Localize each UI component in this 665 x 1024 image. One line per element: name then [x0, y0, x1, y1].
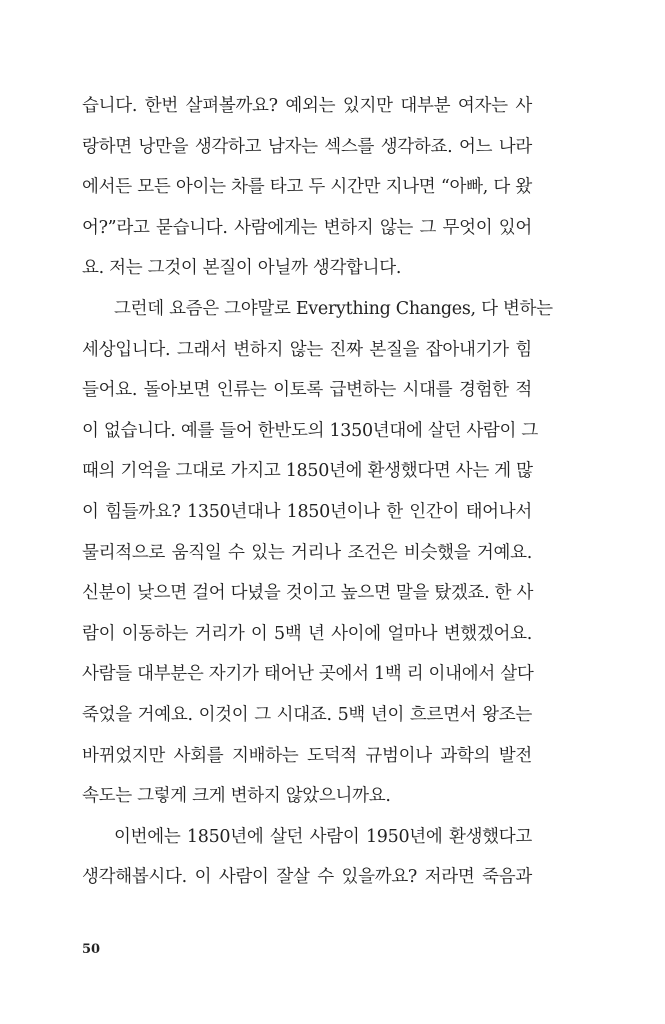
text-line: 죽었을 거예요. 이것이 그 시대죠. 5백 년이 흐르면서 왕조는 — [82, 704, 532, 725]
text-line: 생각해봅시다. 이 사람이 잘살 수 있을까요? 저라면 죽음과 — [82, 867, 532, 888]
text-line: 이 없습니다. 예를 들어 한반도의 1350년대에 살던 사람이 그 — [82, 420, 539, 441]
text-line: 바뀌었지만 사회를 지배하는 도덕적 규범이나 과학의 발전 — [82, 745, 532, 766]
text-line: 이 힘들까요? 1350년대나 1850년이나 한 인간이 태어나서 — [82, 501, 532, 522]
text-line: 신분이 낮으면 걸어 다녔을 것이고 높으면 말을 탔겠죠. 한 사 — [82, 583, 534, 604]
text-line: 세상입니다. 그래서 변하지 않는 진짜 본질을 잡아내기가 힘 — [82, 339, 532, 360]
body-text — [82, 86, 553, 898]
text-line: 물리적으로 움직일 수 있는 거리나 조건은 비슷했을 거예요. — [82, 542, 532, 563]
text-line: 때의 기억을 그대로 가지고 1850년에 환생했다면 사는 게 많 — [82, 461, 533, 482]
text-line: 어?”라고 묻습니다. 사람에게는 변하지 않는 그 무엇이 있어 — [82, 217, 532, 238]
text-line: 요. 저는 그것이 본질이 아닐까 생각합니다. — [82, 258, 402, 279]
text-line: 습니다. 한번 살펴볼까요? 예외는 있지만 대부분 여자는 사 — [82, 96, 532, 116]
text-line: 이번에는 1850년에 살던 사람이 1950년에 환생했다고 — [114, 826, 532, 847]
text-line: 사람들 대부분은 자기가 태어난 곳에서 1백 리 이내에서 살다 — [82, 664, 534, 685]
text-line: 속도는 그렇게 크게 변하지 않았으니까요. — [82, 786, 391, 807]
text-line: 그런데 요즘은 그야말로 Everything Changes, 다 변하는 — [114, 298, 553, 319]
page-number: 50 — [82, 942, 101, 957]
text-line: 들어요. 돌아보면 인류는 이토록 급변하는 시대를 경험한 적 — [82, 380, 532, 401]
text-line: 람이 이동하는 거리가 이 5백 년 사이에 얼마나 변했겠어요. — [82, 623, 532, 644]
text-line: 랑하면 낭만을 생각하고 남자는 섹스를 생각하죠. 어느 나라 — [82, 136, 532, 157]
text-line: 에서든 모든 아이는 차를 타고 두 시간만 지나면 “아빠, 다 왔 — [82, 177, 532, 198]
